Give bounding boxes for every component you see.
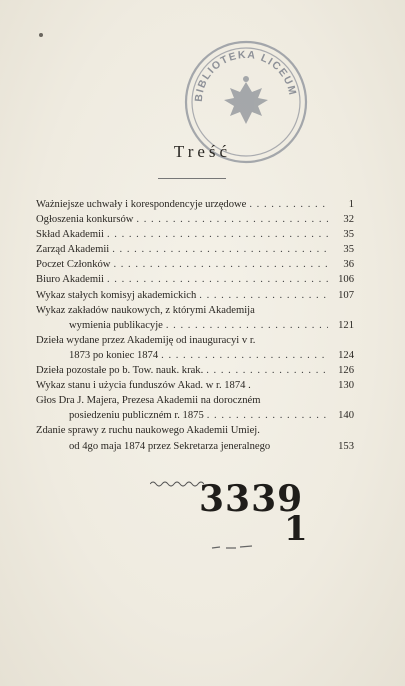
toc-entry [36,197,354,212]
toc-entry-label: Wykaz stanu i użycia funduszów Akad. w r. 1874 . [36,380,251,392]
toc-entry-page: 126 [338,365,354,377]
toc-entry-page: 140 [338,410,354,422]
toc-entry-label: Głos Dra J. Majera, Prezesa Akademii na doroczném [36,395,261,407]
toc-entry [36,348,354,363]
toc-entry-page: 153 [338,440,354,452]
toc-entry [36,439,354,454]
toc-entry-label: Dzieła wydane przez Akademiję od inauguracyi v r. [36,334,256,346]
decorative-wave [150,480,204,488]
toc-entry-page: 36 [343,259,354,271]
toc-entry-page: 32 [343,214,354,226]
toc-entry-label: wymienia publikacyje [69,319,163,331]
toc-entry [36,257,354,272]
toc-entry [36,333,354,348]
dot-leader [163,318,328,333]
page-title: Treść [173,142,232,161]
dot-leader [104,227,328,242]
toc-entry-label: Skład Akademii [36,229,104,241]
toc-entry-page: 1 [348,199,354,210]
toc-entry-page: 107 [338,289,354,301]
toc-entry-page: 124 [338,349,354,361]
toc-entry-page: 35 [343,229,354,241]
toc-entry-label: Biuro Akademii [36,274,104,286]
dot-leader [158,348,328,363]
toc-entry-label: Poczet Członków [36,259,111,271]
dot-leader [203,363,328,378]
toc-entry [36,423,354,438]
handwritten-call-number: 3339 [199,478,304,520]
toc-entry [36,408,354,423]
toc-entry-label: od 4go maja 1874 przez Sekretarza jeneralnego [69,440,271,452]
toc-entry [36,393,354,408]
handwritten-call-number-sub: 1 [284,509,308,549]
toc-entry [36,272,354,287]
dot-leader [196,288,328,303]
dot-leader [104,272,328,287]
toc-entry-label: Wykaz zakładów naukowych, z którymi Akademija [36,304,255,316]
toc-entry [36,242,354,257]
toc-entry [36,363,354,378]
toc-entry [36,303,354,318]
stamp-text: BIBLIOTEKA LICEUM [192,48,299,103]
toc-entry-page: 130 [338,380,354,392]
pencil-mark [210,540,254,552]
toc-entry-label: Dzieła pozostałe po b. Tow. nauk. krak. [36,365,204,377]
dot-leader [110,257,328,272]
toc-entry-label: Zdanie sprawy z ruchu naukowego Akademii Umiej. [36,425,260,437]
toc-entry-label: Ważniejsze uchwały i korespondencyje urzędowe [36,199,247,210]
toc-entry [36,288,354,303]
dot-leader [204,408,328,423]
dot-leader [133,212,328,227]
ink-dot [39,33,43,37]
toc-entry [36,227,354,242]
toc-entry [36,318,354,333]
title-rule [158,178,226,179]
toc-entry-label: posiedzeniu publiczném r. 1875 [69,410,204,422]
dot-leader [246,197,328,212]
toc-entry-label: Zarząd Akademii [36,244,110,256]
toc-entry-label: 1873 po koniec 1874 [69,349,159,361]
table-of-contents [36,197,354,454]
toc-entry-label: Wykaz stałych komisyj akademickich [36,289,197,301]
toc-entry [36,378,354,393]
toc-entry [36,212,354,227]
dot-leader [109,242,328,257]
eagle-emblem-icon [224,76,268,124]
toc-entry-page: 121 [338,319,354,331]
toc-entry-page: 35 [343,244,354,256]
toc-entry-page: 106 [338,274,354,286]
toc-entry-label: Ogłoszenia konkursów [36,214,134,226]
